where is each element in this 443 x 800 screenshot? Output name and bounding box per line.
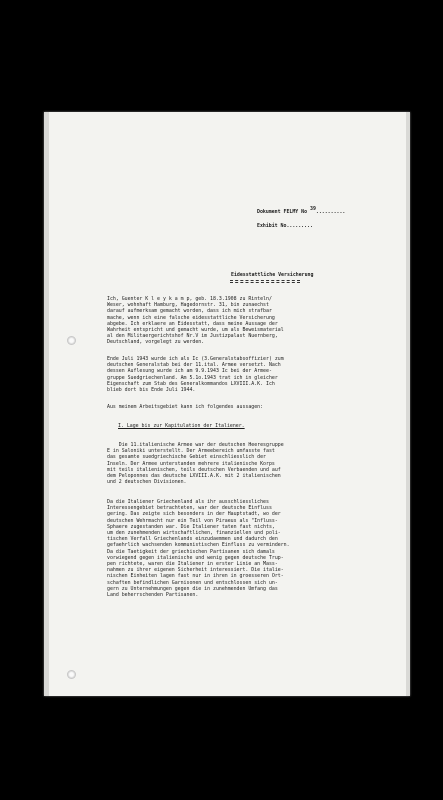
text-line: gern zu Unternehmungen gegen die in zunehmenden Umfang das: [107, 585, 278, 592]
section-heading: [118, 423, 245, 429]
text-line: Sphaere zugestanden war. Die Italiener taten fast nichts,: [107, 523, 275, 530]
text-line: Ich, Guenter K l e y k a m p, geb. 18.3.1908 zu Rinteln/: [107, 296, 272, 302]
exhibit-line: Exhibit No.........: [257, 223, 313, 229]
text-line: gruppe Suedgriechenland. Am 5.1o.1943 trat ich in gleicher: [107, 374, 278, 381]
text-line: al den Militaergerichtshof Nr.V im Justizpalast Nuernberg,: [107, 333, 278, 340]
text-line: dessen Auflesung wurde ich am 9.9.1943 Ic bei der Armee-: [107, 368, 272, 375]
text-line: nischen Einheiten lagen fast nur in ihren in groesseren Ort-: [107, 573, 284, 580]
text-line: darauf aufmerksam gemacht worden, dass ich mich strafbar: [107, 308, 272, 315]
text-line: und 2 deutschen Divisionen.: [107, 479, 187, 486]
text-line: tischen Verfall Griechenlands einzudaemmen und dadurch den: [107, 536, 278, 543]
paragraph-intro: [107, 404, 263, 410]
text-line: Land beherrschenden Partisanen.: [107, 592, 199, 599]
text-line: Aus meinem Arbeitsgebiet kann ich folgendes aussagen:: [107, 404, 264, 410]
text-line: gefaehrlich wachsenden kommunistischen Einfluss zu vermindern.: [107, 542, 290, 549]
text-line: Da die Taetigkeit der griechischen Partisanen sich damals: [107, 548, 275, 555]
text-line: Inseln. Der Armee unterstanden mehrere italienische Korps: [107, 460, 275, 467]
document-number-line: Dokument FELMY No 39..........: [257, 206, 346, 215]
text-line: Eigenschaft zum Stab des Generalkommandos LXVIII.A.K. Ich: [107, 380, 275, 387]
text-line: E in Saloniki unterstellt. Der Armeebereich umfasste fast: [107, 448, 275, 455]
punch-hole: [67, 670, 76, 679]
text-line: deutschen Wehrmacht nur ein Teil von Piraeus als "Influss-: [107, 517, 278, 524]
page-left-edge: [44, 112, 49, 696]
text-line: Die 11.italienische Armee war der deutschen Heeresgruppe: [107, 442, 284, 448]
text-line: mache, wenn ich eine falsche eidesstattliche Versicherung: [107, 314, 275, 321]
title-underline: [230, 282, 300, 283]
text-line: dem Peloponnes das deutsche LXVIII.A.K. mit 2 italienischen: [107, 473, 281, 480]
document-page: [44, 112, 410, 696]
text-line: blieb dort bis Ende Juli 1944.: [107, 387, 196, 394]
text-line: Wahrheit entspricht und gemacht wurde, um als Beweismaterial: [107, 327, 284, 334]
text-line: I. Lage bis zur Kapitulation der Italiener.: [118, 423, 245, 429]
document-number: 39: [310, 206, 316, 212]
text-line: gering. Das zeigte sich besonders in der Hauptstadt, wo der: [107, 511, 281, 518]
text-line: deutschen Generalstab bei der 11.ital. Armee versetzt. Nach: [107, 362, 281, 369]
paragraph-influence: [107, 499, 290, 598]
text-line: Ende Juli 1943 wurde ich als Ic (3.Generalstabsoffizier) zum: [107, 356, 284, 362]
paragraph-declaration: [107, 296, 284, 346]
text-line: Interessengebiet betrachteten, war der deutsche Einfluss: [107, 505, 272, 512]
page-right-edge: [406, 112, 410, 696]
document-label: Dokument FELMY No: [257, 209, 308, 215]
punch-hole: [67, 336, 76, 345]
text-line: vorwiegend gegen italienische und wenig gegen deutsche Trup-: [107, 554, 284, 561]
paragraph-army: [107, 442, 284, 485]
text-line: Deutschland, vorgelegt zu werden.: [107, 339, 205, 346]
text-line: das gesamte suedgriechische Gebiet einschliesslich der: [107, 454, 266, 461]
text-line: nahmen zu ihrer eigenen Sicherheit interessiert. Die italie-: [107, 567, 284, 574]
title-underline: [230, 280, 300, 281]
text-line: mit teils italienischen, teils deutschen Verbaenden und auf: [107, 466, 281, 473]
text-line: Da die Italiener Griechenland als ihr ausschliessliches: [107, 499, 269, 505]
text-line: um den zunehmenden wirtschaftlichen, finanziellen und poli-: [107, 530, 281, 537]
text-line: schaften befindlichen Garnisonen und entschlossen sich un-: [107, 579, 278, 586]
paragraph-career: [107, 356, 284, 393]
text-line: Weser, wohnhaft Hamburg, Hagedornstr. 31, bin zunaechst: [107, 302, 269, 309]
text-line: pen richtete, waren die Italiener in erster Linie an Mass-: [107, 561, 278, 568]
page-title: Eidesstattliche Versicherung: [231, 272, 314, 278]
text-line: abgebe. Ich erklaere an Eidesstatt, dass meine Aussage der: [107, 320, 278, 327]
